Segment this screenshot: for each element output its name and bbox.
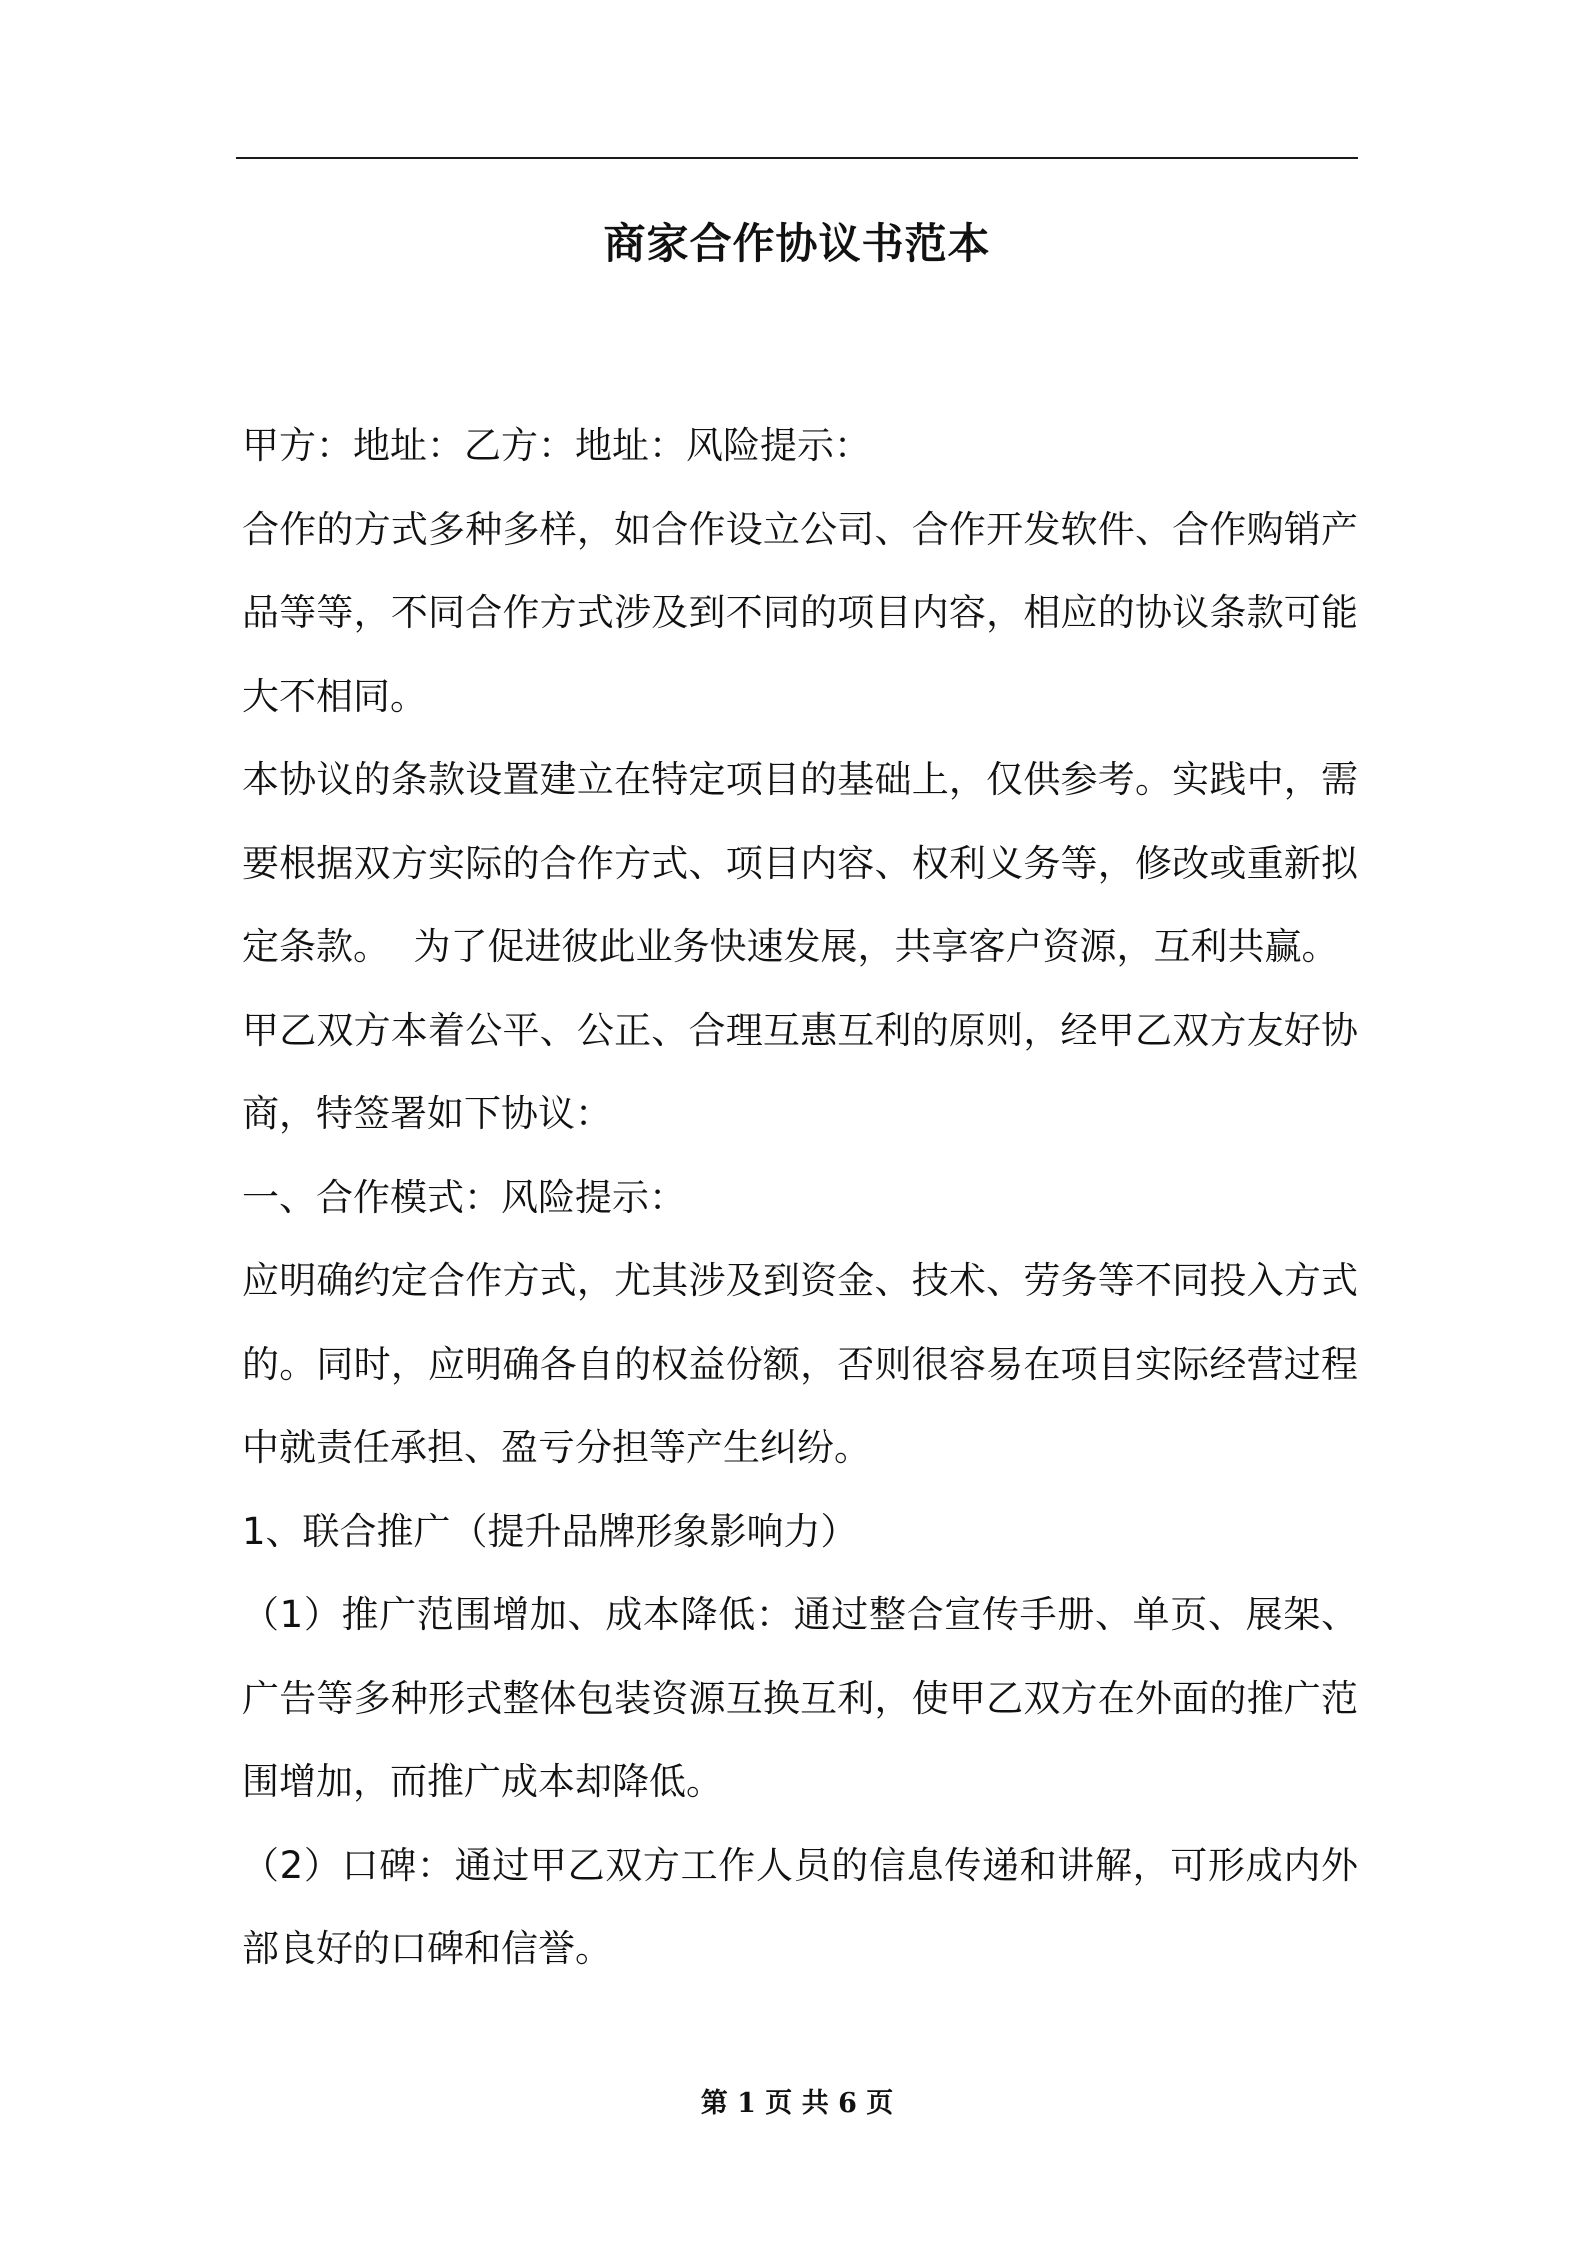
section-heading-cooperation-mode: 一、合作模式：风险提示： [242,1175,686,1219]
paragraph-risk-note: 应明确约定合作方式，尤其涉及到资金、技术、劳务等不同投入方式的。同时，应明确各自的权益份额，否则很容易在项目实际经营过程中就责任承担、盈亏分担等产生纠纷。 [242,1259,1358,1469]
header-rule [236,157,1358,159]
document-body [242,404,1358,1991]
paragraph-reference-note: 本协议的条款设置建立在特定项目的基础上，仅供参考。实践中，需要根据双方实际的合作方式、项目内容、权利义务等，修改或重新拟定条款。 为了促进彼此业务快速发展，共享客户资源，互利共赢。 [242,758,1358,968]
document-title: 商家合作协议书范本 [603,219,991,268]
subsection-heading-joint-promotion: 1、联合推广（提升品牌形象影响力） [242,1509,858,1553]
paragraph-cooperation-methods: 合作的方式多种多样，如合作设立公司、合作开发软件、合作购销产品等等，不同合作方式涉及到不同的项目内容，相应的协议条款可能大不相同。 [242,507,1358,718]
paragraph-principles: 甲乙双方本着公平、公正、合理互惠互利的原则，经甲乙双方友好协商，特签署如下协议： [242,1008,1358,1135]
paragraph-parties: 甲方：地址：乙方：地址：风险提示： [242,424,871,467]
page-number: 第 1 页 共 6 页 [700,2088,894,2119]
paragraph-item-1: （1）推广范围增加、成本降低：通过整合宣传手册、单页、展架、广告等多种形式整体包装资源互换互利，使甲乙双方在外面的推广范围增加，而推广成本却降低。 [242,1593,1358,1803]
paragraph-item-2: （2）口碑：通过甲乙双方工作人员的信息传递和讲解，可形成内外部良好的口碑和信誉。 [242,1843,1358,1970]
